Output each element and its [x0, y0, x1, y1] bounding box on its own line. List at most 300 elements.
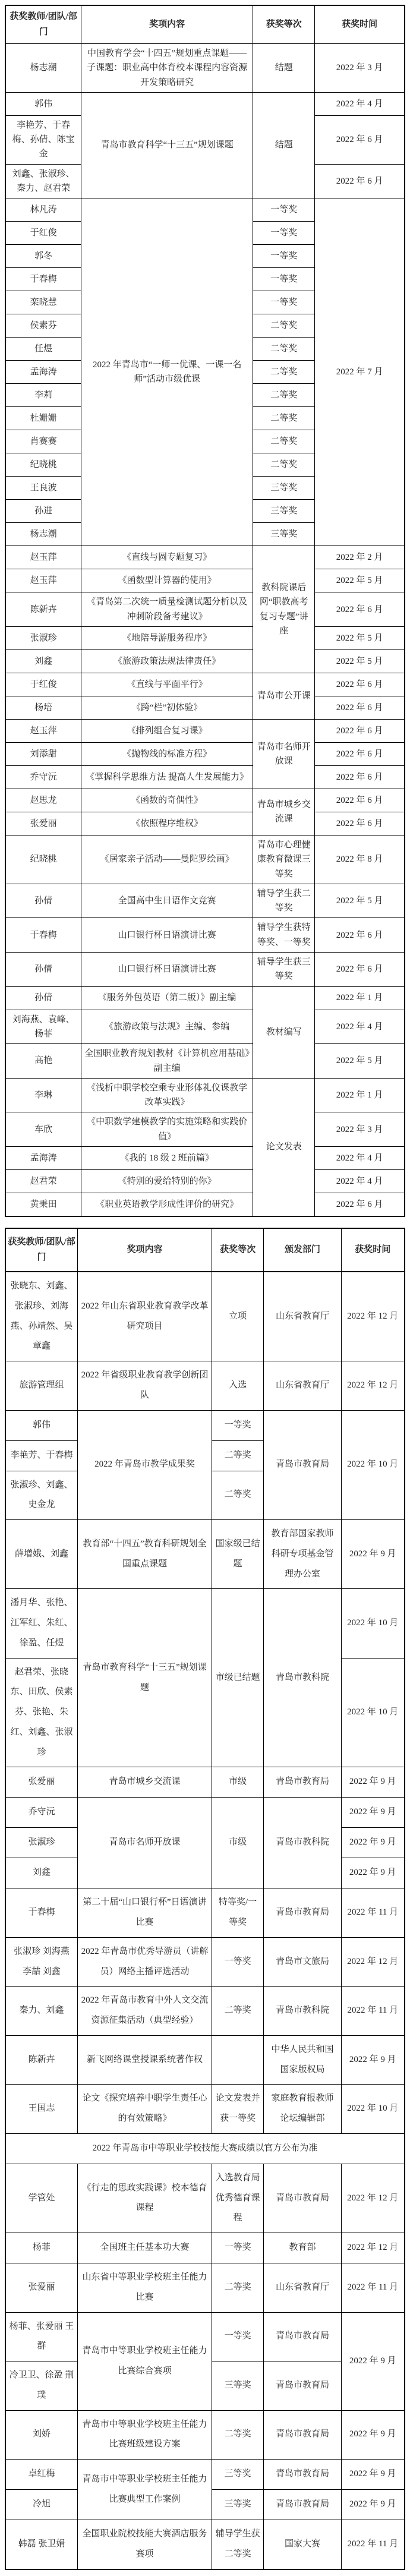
- table-cell: 2022 年 9 月: [341, 1858, 405, 1888]
- table-row: [5, 1520, 405, 1589]
- table-cell: 2022 年 11 月: [341, 1987, 405, 2036]
- table-cell: 刘鑫: [5, 1858, 78, 1888]
- table-cell: 青岛市教育局: [264, 1888, 341, 1938]
- table-cell: 三等奖: [212, 2361, 263, 2411]
- table-cell: 《函数的奇偶性》: [81, 789, 253, 812]
- table-cell: 《旅游政策与法规》主编、参编: [81, 1010, 253, 1044]
- table-cell: 2022 年 9 月: [341, 2490, 405, 2520]
- table-cell: 二等奖: [212, 1987, 263, 2036]
- table-cell: 青岛市教育局: [264, 2312, 341, 2361]
- table-cell: 一等奖: [212, 1937, 263, 1987]
- table-cell: 孟海涛: [5, 1147, 81, 1170]
- table-row: [5, 2035, 405, 2085]
- table-cell: 青岛市教育局: [264, 2490, 341, 2520]
- table-cell: 国家级已结题: [212, 1520, 263, 1589]
- table-row: [5, 2133, 405, 2164]
- table-row: [5, 789, 405, 812]
- table-cell: 《浅析中职学校空乘专业形体礼仪课教学改革实践》: [81, 1078, 253, 1112]
- table-cell: 于红俊: [5, 673, 81, 696]
- table-cell: 薛增娥、刘鑫: [5, 1520, 78, 1589]
- table-cell: 一等奖: [212, 2233, 263, 2263]
- table-cell: 2022 年青岛市教育中外人文交流资源征集活动（典型经验）: [78, 1987, 212, 2036]
- header-cell: 获奖教师/团队/部门: [5, 5, 81, 44]
- table-cell: 纪晓桃: [5, 453, 81, 477]
- table-row: [5, 1193, 405, 1217]
- table-cell: 青岛市心理健康教育微课三等奖: [253, 835, 315, 884]
- table-cell: 2022 年 6 月: [315, 696, 405, 719]
- table-row: [5, 1147, 405, 1170]
- awards-table-2: [5, 1228, 405, 2570]
- table-cell: 于春梅: [5, 918, 81, 953]
- table-cell: 杨志潮: [5, 523, 81, 546]
- table-cell: 教育部国家教师科研专项基金管理办公室: [264, 1520, 341, 1589]
- table-cell: 于春梅: [5, 268, 81, 291]
- table-cell: 王国志: [5, 2085, 78, 2134]
- table-cell: 二等奖: [212, 2263, 263, 2313]
- table-cell: 青岛市教科院: [264, 1798, 341, 1888]
- table-cell: 张淑珍、刘鑫、史金龙: [5, 1471, 78, 1520]
- table-cell: 《掌握科学思维方法 提高人生发展能力》: [81, 765, 253, 789]
- table-cell: 家庭教育报教师论坛编辑部: [264, 2085, 341, 2134]
- table-cell: 2022 年 9 月: [341, 1520, 405, 1589]
- awards-table-1: [5, 5, 405, 1217]
- table-cell: 张爱丽: [5, 1767, 78, 1798]
- table-cell: 孙倩: [5, 884, 81, 918]
- table-cell: 市级: [212, 1767, 263, 1798]
- table-cell: 山东省教育厅: [264, 1361, 341, 1411]
- header-cell: 颁发部门: [264, 1228, 341, 1272]
- table-cell: 2022 年 8 月: [315, 835, 405, 884]
- table-cell: 2022 年 4 月: [315, 92, 405, 115]
- table-cell: 论文发表并获一等奖: [212, 2085, 263, 2134]
- table-cell: 2022 年 10 月: [341, 2085, 405, 2134]
- table-cell: 2022 年青岛市优秀导游员（讲解员）网络主播评选活动: [78, 1937, 212, 1987]
- table-cell: 乔守沅: [5, 765, 81, 789]
- table-cell: 2022 年 9 月: [341, 2460, 405, 2490]
- table-cell: 《旅游政策法规法律责任》: [81, 649, 253, 673]
- table-cell: 郭伟: [5, 92, 81, 115]
- table-cell: 2022 年 4 月: [315, 1170, 405, 1193]
- table-cell: 张爱丽: [5, 2263, 78, 2313]
- table-row: [5, 1078, 405, 1112]
- table-cell: 冷卫卫、徐盈 荆璞: [5, 2361, 78, 2411]
- table-cell: 辅导学生获二等奖: [212, 2520, 263, 2569]
- header-cell: 获奖等次: [253, 5, 315, 44]
- table-cell: 2022 年 6 月: [315, 812, 405, 835]
- table-cell: 《行走的思政实践课》校本德育课程: [78, 2164, 212, 2233]
- table-row: [5, 2410, 405, 2460]
- table-cell: 高艳: [5, 1044, 81, 1079]
- table-row: [5, 2085, 405, 2134]
- table-row: [5, 2164, 405, 2233]
- table-cell: 2022 年 6 月: [315, 164, 405, 198]
- table-cell: 2022 年 11 月: [341, 1888, 405, 1938]
- table-cell: 《青岛第二次统一质量检测试题分析以及冲刺阶段备考建议》: [81, 592, 253, 627]
- table-cell: 三等奖: [212, 2460, 263, 2490]
- table-cell: 张淑珍 刘海燕 李喆 刘鑫: [5, 1937, 78, 1987]
- table-cell: 2022 年 5 月: [315, 569, 405, 592]
- table-cell: 一等奖: [253, 222, 315, 245]
- table-cell: 2022 年 11 月: [341, 2263, 405, 2313]
- table-cell: 《跨“栏”初体验》: [81, 696, 253, 719]
- table-cell: 结题: [253, 92, 315, 198]
- header-cell: 获奖教师/团队/部门: [5, 1228, 78, 1272]
- table-cell: 孟海涛: [5, 361, 81, 384]
- table-cell: 2022 年 6 月: [315, 1193, 405, 1217]
- header-row: [5, 1228, 405, 1272]
- table-cell: 二等奖: [212, 1471, 263, 1520]
- table-cell: 教育部“十四五”教育科研规划全国重点课题: [78, 1520, 212, 1589]
- table-cell: 山东省教育厅: [264, 2263, 341, 2313]
- table-row: [5, 1272, 405, 1361]
- table-cell: 2022 年 5 月: [315, 626, 405, 649]
- table-cell: 辅导学生获二等奖: [253, 884, 315, 918]
- table-cell: 赵玉萍: [5, 546, 81, 569]
- table-cell: 《居家亲子活动——曼陀罗绘画》: [81, 835, 253, 884]
- table-cell: 全国班主任基本功大赛: [78, 2233, 212, 2263]
- table-row: [5, 1361, 405, 1411]
- table-cell: 张淑珍: [5, 1828, 78, 1858]
- table-cell: 2022 年 9 月: [341, 2410, 405, 2460]
- table-cell: 2022 年 10 月: [341, 1410, 405, 1520]
- table-cell: 2022 年 9 月: [341, 1798, 405, 1828]
- table-cell: 杨培: [5, 696, 81, 719]
- table-row: [5, 1010, 405, 1044]
- table-row: [5, 592, 405, 627]
- table-row: [5, 569, 405, 592]
- table-cell: 山口银行杯日语演讲比赛: [81, 953, 253, 987]
- table-cell: 2022 年 11 月: [341, 2520, 405, 2569]
- table-row: [5, 1798, 405, 1828]
- table-cell: 孙进: [5, 500, 81, 523]
- table-row: [5, 884, 405, 918]
- table-cell: 2022 年 5 月: [315, 1044, 405, 1079]
- table-row: [5, 673, 405, 696]
- table-cell: 2022 年 4 月: [315, 1010, 405, 1044]
- table-cell: 青岛市文旅局: [264, 1937, 341, 1987]
- table-cell: 2022 年 3 月: [315, 44, 405, 93]
- table-cell: 2022 年青岛市教学成果奖: [78, 1410, 212, 1520]
- table-cell: 2022 年 6 月: [315, 115, 405, 164]
- table-cell: 二等奖: [253, 314, 315, 338]
- table-cell: 青岛市名师开放课: [78, 1798, 212, 1888]
- table-cell: 二等奖: [253, 407, 315, 430]
- table-cell: 杨菲: [5, 2233, 78, 2263]
- table-cell: 张淑珍: [5, 626, 81, 649]
- table-row: [5, 2233, 405, 2263]
- table-cell: 教科院课后网“职教高考复习专题”讲座: [253, 546, 315, 673]
- table-cell: 李艳芳、于春梅、孙倩、陈宝金: [5, 115, 81, 164]
- table-row: [5, 742, 405, 765]
- table-row: [5, 1767, 405, 1798]
- table-cell: 二等奖: [212, 2410, 263, 2460]
- table-cell: 《函数型计算器的使用》: [81, 569, 253, 592]
- table-cell: 《直线与圆专题复习》: [81, 546, 253, 569]
- table-cell: 2022 年 6 月: [315, 719, 405, 742]
- table-cell: 2022 年青岛市“一师一优课、一课一名师”活动市级优课: [81, 198, 253, 546]
- table-cell: 《排列组合复习课》: [81, 719, 253, 742]
- table-cell: [212, 2035, 263, 2085]
- table-row: [5, 696, 405, 719]
- table-cell: 冷旭: [5, 2490, 78, 2520]
- table-cell: 2022 年 6 月: [315, 742, 405, 765]
- table-cell: 《抛物线的标准方程》: [81, 742, 253, 765]
- table-cell: 2022 年省级职业教育教学创新团队: [78, 1361, 212, 1411]
- table-cell: 全国职业院校技能大赛酒店服务赛项: [78, 2520, 212, 2569]
- table-cell: 国家大赛: [264, 2520, 341, 2569]
- table-cell: 青岛市教育局: [264, 1767, 341, 1798]
- table-cell: 教材编写: [253, 986, 315, 1078]
- table-cell: 市级已结题: [212, 1589, 263, 1767]
- table-cell: 一等奖: [212, 2312, 263, 2361]
- table-cell: 2022 年 4 月: [315, 1147, 405, 1170]
- table-cell: 《直线与平面平行》: [81, 673, 253, 696]
- table-row: [5, 198, 405, 222]
- table-cell: 李琳: [5, 1078, 81, 1112]
- table-cell: 陈新卉: [5, 592, 81, 627]
- table-cell: 青岛市公开课: [253, 673, 315, 719]
- table-cell: 孙倩: [5, 953, 81, 987]
- table-cell: 入选教育局优秀德育课程: [212, 2164, 263, 2233]
- table-cell: 林凡涛: [5, 198, 81, 222]
- table-cell: 2022 年 1 月: [315, 986, 405, 1010]
- table-cell: 2022 年 10 月: [341, 1658, 405, 1767]
- table-cell: 一等奖: [253, 268, 315, 291]
- table-cell: 青岛市教科院: [264, 1987, 341, 2036]
- table-cell: 三等奖: [253, 523, 315, 546]
- table-cell: 《我的 18 级 2 班前篇》: [81, 1147, 253, 1170]
- table-cell: 青岛市中等职业学校班主任能力比赛综合赛项: [78, 2312, 212, 2410]
- header-row: [5, 5, 405, 44]
- table-cell: 山口银行杯日语演讲比赛: [81, 918, 253, 953]
- table-cell: 一等奖: [212, 1410, 263, 1440]
- table-row: [5, 719, 405, 742]
- table-cell: 张爱丽: [5, 812, 81, 835]
- table-cell: 纪晓桃: [5, 835, 81, 884]
- table-cell: 中国教育学会“十四五”规划重点课题——子课题：职业高中体育校本课程内容资源开发策略研究: [81, 44, 253, 93]
- table-cell: 学管处: [5, 2164, 78, 2233]
- header-cell: 获奖时间: [341, 1228, 405, 1272]
- table-cell: 侯素芬: [5, 314, 81, 338]
- table-cell: 论文发表: [253, 1078, 315, 1216]
- table-cell: 论文《探究培养中职学生责任心的有效策略》: [78, 2085, 212, 2134]
- table-cell: 李莉: [5, 384, 81, 407]
- table-cell: 三等奖: [212, 2490, 263, 2520]
- table-cell: 2022 年 5 月: [315, 884, 405, 918]
- table-cell: 2022 年 9 月: [341, 2312, 405, 2410]
- table-cell: 全国职业教育规划教材《计算机应用基础》副主编: [81, 1044, 253, 1079]
- table-cell: 2022 年 5 月: [315, 649, 405, 673]
- table-cell: 2022 年 12 月: [341, 1937, 405, 1987]
- table-cell: 结题: [253, 44, 315, 93]
- header-cell: 奖项内容: [81, 5, 253, 44]
- table-row: [5, 626, 405, 649]
- table-cell: 2022 年 12 月: [341, 2164, 405, 2233]
- table-cell: 杨菲、张爱丽 王群: [5, 2312, 78, 2361]
- table-cell: 王良波: [5, 477, 81, 500]
- table-cell: 旅游管理组: [5, 1361, 78, 1411]
- table-cell: 赵君荣、张晓东、田欣、侯素芬、张艳、朱红、刘鑫、张淑珍: [5, 1658, 78, 1767]
- table-cell: 赵玉萍: [5, 719, 81, 742]
- table-cell: 2022 年 6 月: [315, 765, 405, 789]
- table-cell: 二等奖: [253, 361, 315, 384]
- table-row: [5, 1589, 405, 1658]
- table-cell: 青岛市教育科学“十三五”规划课题: [81, 92, 253, 198]
- table-cell: 山东省中等职业学校班主任能力比赛: [78, 2263, 212, 2313]
- table-cell: 青岛市教育局: [264, 2361, 341, 2411]
- table-row: [5, 2520, 405, 2569]
- table-cell: 2022 年山东省职业教育教学改革研究项目: [78, 1272, 212, 1361]
- table-cell: 秦力、刘鑫: [5, 1987, 78, 2036]
- table-cell: 杨志潮: [5, 44, 81, 93]
- table-cell: 青岛市教育局: [264, 2164, 341, 2233]
- table-row: [5, 812, 405, 835]
- table-cell: 二等奖: [253, 384, 315, 407]
- table-cell: 2022 年 6 月: [315, 789, 405, 812]
- awards-tables-container: [5, 5, 405, 2570]
- table-cell: 入选: [212, 1361, 263, 1411]
- header-cell: 获奖等次: [212, 1228, 263, 1272]
- table-cell: 一等奖: [253, 198, 315, 222]
- table-cell: 二等奖: [253, 430, 315, 453]
- table-cell: 赵君荣: [5, 1170, 81, 1193]
- table-cell: 2022 年 6 月: [315, 592, 405, 627]
- table-cell: 青岛市名师开放课: [253, 719, 315, 789]
- table-cell: 2022 年 3 月: [315, 1112, 405, 1147]
- table-cell: 栾晓慧: [5, 291, 81, 314]
- table-cell: 刘娇: [5, 2410, 78, 2460]
- table-cell: 三等奖: [253, 477, 315, 500]
- table-cell: 2022 年 6 月: [315, 953, 405, 987]
- table-row: [5, 953, 405, 987]
- table-row: [5, 835, 405, 884]
- table-cell: 山东省教育厅: [264, 1272, 341, 1361]
- table-cell: 二等奖: [253, 453, 315, 477]
- table-row: [5, 546, 405, 569]
- table-cell: 新飞网络课堂授课系统著作权: [78, 2035, 212, 2085]
- table-cell: 2022 年 9 月: [341, 1828, 405, 1858]
- table-cell: 立项: [212, 1272, 263, 1361]
- table-cell: 刘海燕、袁峰、杨菲: [5, 1010, 81, 1044]
- table-cell: 2022 年 6 月: [315, 918, 405, 953]
- table-row: [5, 1112, 405, 1147]
- table-cell: 青岛市教育局: [264, 2460, 341, 2490]
- table-cell: 青岛市教育科学“十三五”规划课题: [78, 1589, 212, 1767]
- table-cell: 辅导学生获特等奖、一等奖: [253, 918, 315, 953]
- table-cell: 2022 年 12 月: [341, 1272, 405, 1361]
- table-cell: 杜姗姗: [5, 407, 81, 430]
- table-cell: 《依照程序维权》: [81, 812, 253, 835]
- table-cell: 《职业英语教学形成性评价的研究》: [81, 1193, 253, 1217]
- table-cell: 2022 年 9 月: [341, 2035, 405, 2085]
- table-cell: 刘鑫: [5, 649, 81, 673]
- table-cell: 一等奖: [253, 291, 315, 314]
- table-cell: 李艳芳、于春梅: [5, 1440, 78, 1471]
- table-cell: 车欣: [5, 1112, 81, 1147]
- table-cell: 韩磊 张卫娟: [5, 2520, 78, 2569]
- table-cell: 青岛市教科院: [264, 1589, 341, 1767]
- table-cell: 青岛市中等职业学校班主任能力比赛典型工作案例: [78, 2460, 212, 2520]
- table-cell: 2022 年 7 月: [315, 198, 405, 546]
- table-cell: 2022 年 9 月: [341, 1767, 405, 1798]
- table-cell: 郭伟: [5, 1410, 78, 1440]
- table-row: [5, 1410, 405, 1440]
- table-cell: 刘鑫、张淑珍、秦力、赵君荣: [5, 164, 81, 198]
- header-cell: 获奖时间: [315, 5, 405, 44]
- table-cell: 青岛市城乡交流课: [253, 789, 315, 835]
- table-cell: 全国高中生日语作文竞赛: [81, 884, 253, 918]
- table-cell: 《中职数学建模教学的实施策略和实践价值》: [81, 1112, 253, 1147]
- table-cell: 陈新卉: [5, 2035, 78, 2085]
- table-cell: 一等奖: [253, 245, 315, 268]
- table-cell: 《服务外包英语（第二版）》副主编: [81, 986, 253, 1010]
- table-row: [5, 2263, 405, 2313]
- table-cell: 卓红梅: [5, 2460, 78, 2490]
- table-cell: 青岛市中等职业学校班主任能力比赛班级建设方案: [78, 2410, 212, 2460]
- table-cell: 黄秉田: [5, 1193, 81, 1217]
- table-cell: 肖赛赛: [5, 430, 81, 453]
- table-cell: 《特别的爱给特别的你》: [81, 1170, 253, 1193]
- header-cell: 奖项内容: [78, 1228, 212, 1272]
- table-cell: 张晓东、刘鑫、张淑珍、刘海燕、孙靖然、吴章鑫: [5, 1272, 78, 1361]
- table-cell: 青岛市教育局: [264, 1410, 341, 1520]
- table-row: [5, 765, 405, 789]
- table-cell: 郭冬: [5, 245, 81, 268]
- table-cell: 中华人民共和国国家版权局: [264, 2035, 341, 2085]
- table-cell: 二等奖: [253, 338, 315, 361]
- table-row: [5, 1987, 405, 2036]
- table-row: [5, 92, 405, 115]
- table-row: [5, 918, 405, 953]
- table-cell: 任煜: [5, 338, 81, 361]
- table-row: [5, 2312, 405, 2361]
- table-cell: 2022 年 6 月: [315, 673, 405, 696]
- table-cell: 三等奖: [253, 500, 315, 523]
- table-cell: 市级: [212, 1798, 263, 1888]
- table-cell: 2022 年 10 月: [341, 1589, 405, 1658]
- table-cell: 于春梅: [5, 1888, 78, 1938]
- table-cell: 孙倩: [5, 986, 81, 1010]
- table-cell: 2022 年 1 月: [315, 1078, 405, 1112]
- table-cell: 第二十届“山口银行杯”日语演讲比赛: [78, 1888, 212, 1938]
- table-cell: 乔守沅: [5, 1798, 78, 1828]
- table-cell: 二等奖: [212, 1440, 263, 1471]
- table-row: [5, 1937, 405, 1987]
- table-cell: 特等奖/一等奖: [212, 1888, 263, 1938]
- table-cell: 青岛市教育局: [264, 2410, 341, 2460]
- table-cell: 刘添甜: [5, 742, 81, 765]
- table-cell: 2022 年青岛市中等职业学校技能大赛成绩以官方公布为准: [5, 2133, 405, 2164]
- table-cell: 2022 年 12 月: [341, 1361, 405, 1411]
- table-cell: 赵思龙: [5, 789, 81, 812]
- table-row: [5, 1170, 405, 1193]
- table-row: [5, 1888, 405, 1938]
- table-cell: 辅导学生获三等奖: [253, 953, 315, 987]
- table-cell: 《地陪导游服务程序》: [81, 626, 253, 649]
- table-row: [5, 44, 405, 93]
- table-row: [5, 649, 405, 673]
- table-cell: 赵玉萍: [5, 569, 81, 592]
- table-row: [5, 1044, 405, 1079]
- table-cell: 2022 年 2 月: [315, 546, 405, 569]
- table-cell: 于红俊: [5, 222, 81, 245]
- table-cell: 2022 年 12 月: [341, 2233, 405, 2263]
- table-row: [5, 2460, 405, 2490]
- table-cell: 潘月华、张艳、江军红、朱红、徐盈、任煜: [5, 1589, 78, 1658]
- table-cell: 青岛市城乡交流课: [78, 1767, 212, 1798]
- table-row: [5, 986, 405, 1010]
- table-cell: 教育部: [264, 2233, 341, 2263]
